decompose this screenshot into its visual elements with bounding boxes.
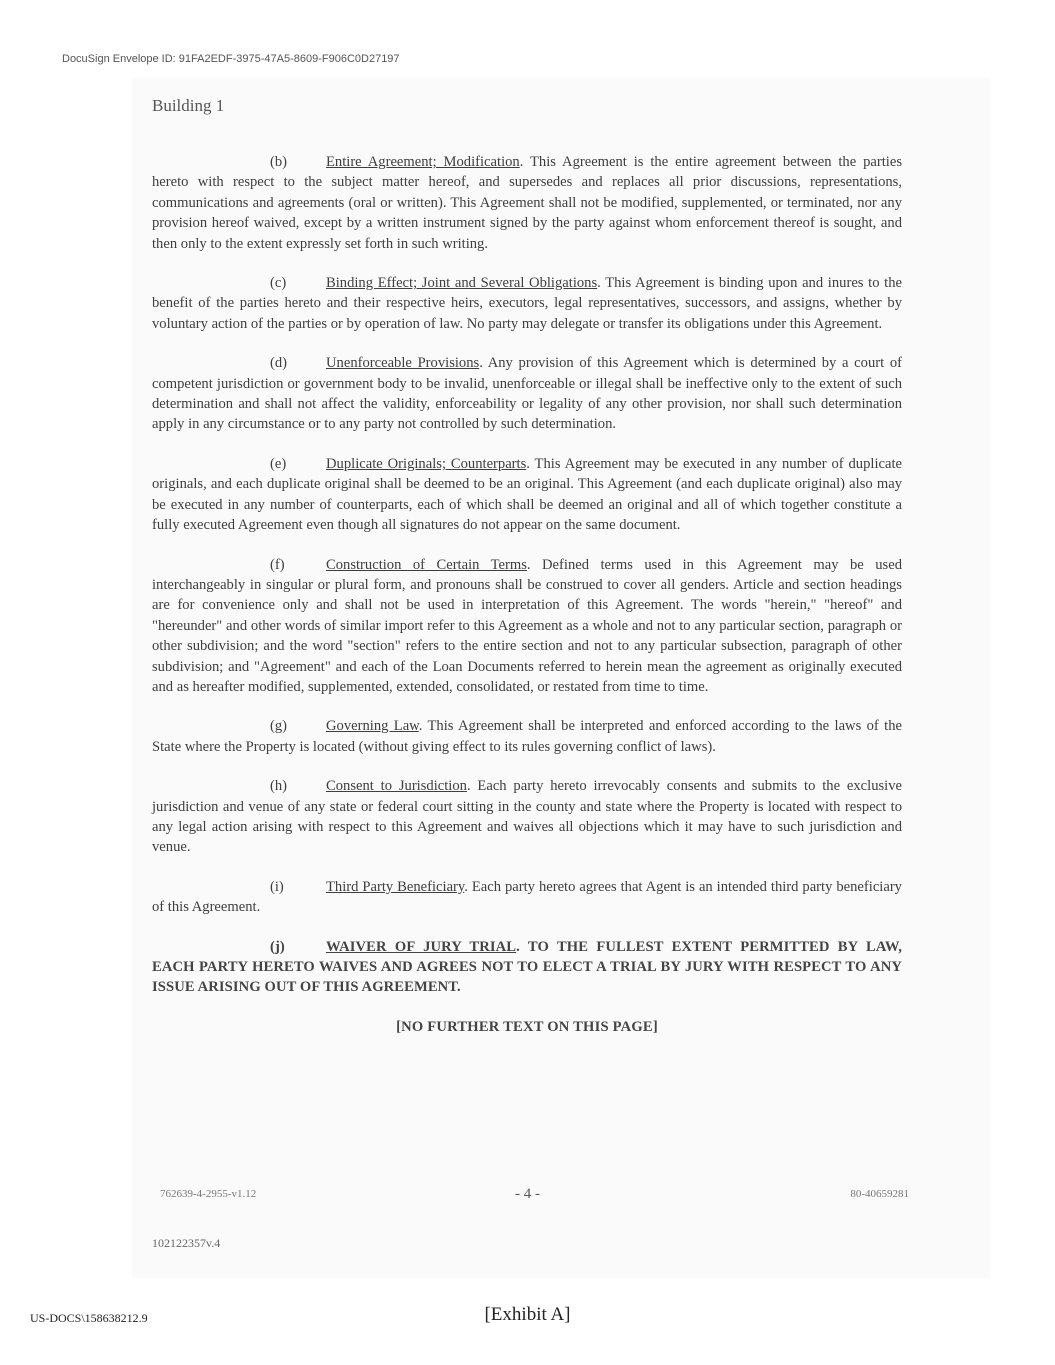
section-text: . This Agreement is binding upon and inures to the benefit of the parties hereto and their respective heirs, executors, legal representatives, successors, and assigns, whether by voluntary action of the parties or by operation of law. No party may delegate or transfer its obligations under this Agreement. bbox=[152, 275, 902, 332]
section-number: (b) bbox=[270, 154, 288, 170]
footer-doc-number-secondary: 102122357v.4 bbox=[152, 1236, 221, 1250]
section-heading: Duplicate Originals; Counterparts bbox=[326, 455, 527, 472]
section-number: (i) bbox=[270, 878, 284, 895]
section-text: . Any provision of this Agreement which is determined by a court of competent jurisdiction or government body to be invalid, unenforceable or illegal shall be ineffective only to the extent of such determination and shall not affect the validity, enforceability or legality of any other provision, nor shall such determination apply in any circumstance or to any party not controlled by such determination. bbox=[152, 355, 902, 433]
us-docs-reference: US-DOCS\158638212.9 bbox=[30, 1311, 148, 1325]
section-h bbox=[152, 776, 902, 858]
footer-doc-number-left: 762639-4-2955-v1.12 bbox=[160, 1188, 257, 1200]
section-number: (h) bbox=[270, 778, 288, 795]
section-number: (f) bbox=[270, 556, 285, 573]
section-heading: Construction of Certain Terms bbox=[326, 556, 527, 573]
section-text: . TO THE FULLEST EXTENT PERMITTED BY LAW, EACH PARTY HERETO WAIVES AND AGREES NOT TO ELECT A TRIAL BY JURY WITH RESPECT TO ANY ISSUE ARISING OUT OF THIS AGREEMENT. bbox=[152, 938, 902, 996]
section-f bbox=[152, 555, 902, 698]
section-heading: Entire Agreement; Modification bbox=[326, 154, 520, 170]
section-j-jury-waiver bbox=[152, 937, 902, 998]
section-text: . This Agreement is the entire agreement between the parties hereto with respect to the subject matter hereof, and supersedes and replaces all prior discussions, representations, communications and agreements (oral or written). This Agreement shall not be modified, supplemented, or terminated, nor any provision hereof waived, except by a written instrument signed by the party against whom enforcement thereof is sought, and then only to the extent expressly set forth in such writing. bbox=[152, 154, 902, 252]
section-heading: WAIVER OF JURY TRIAL bbox=[326, 938, 517, 955]
section-i bbox=[152, 877, 902, 918]
section-text: . Each party hereto agrees that Agent is an intended third party beneficiary of this Agreement. bbox=[152, 878, 902, 916]
section-number: (e) bbox=[270, 455, 287, 472]
section-text: . This Agreement may be executed in any number of duplicate originals, and each duplicate original shall be deemed to be an original. This Agreement (and each duplicate original) also may be executed in any number of counterparts, each of which shall be deemed an original and all of which together constitute a fully executed Agreement even though all signatures do not appear on the same document. bbox=[152, 455, 902, 534]
agreement-body bbox=[152, 152, 902, 1052]
section-g bbox=[152, 716, 902, 757]
section-number: (d) bbox=[270, 355, 288, 372]
section-b bbox=[152, 152, 902, 254]
page-number: - 4 - bbox=[515, 1186, 540, 1202]
section-e bbox=[152, 454, 902, 536]
page-header-building: Building 1 bbox=[152, 96, 225, 115]
section-heading: Third Party Beneficiary bbox=[326, 878, 465, 895]
section-number: (c) bbox=[270, 275, 287, 292]
section-c bbox=[152, 273, 902, 334]
footer-doc-number-right: 80-40659281 bbox=[850, 1188, 909, 1200]
section-number: (g) bbox=[270, 718, 288, 735]
no-further-text-notice: [NO FURTHER TEXT ON THIS PAGE] bbox=[396, 1018, 658, 1035]
section-heading: Governing Law bbox=[326, 718, 419, 735]
section-d bbox=[152, 353, 902, 435]
section-heading: Unenforceable Provisions bbox=[326, 355, 480, 372]
exhibit-label: [Exhibit A] bbox=[484, 1304, 571, 1325]
section-text: . This Agreement shall be interpreted and enforced according to the laws of the State where the Property is located (without giving effect to its rules governing conflict of laws). bbox=[152, 718, 902, 755]
docusign-envelope-id: DocuSign Envelope ID: 91FA2EDF-3975-47A5-8609-F906C0D27197 bbox=[62, 53, 400, 65]
section-heading: Consent to Jurisdiction bbox=[326, 778, 467, 795]
section-number: (j) bbox=[270, 938, 285, 955]
section-heading: Binding Effect; Joint and Several Obligations bbox=[326, 275, 598, 292]
section-text: . Each party hereto irrevocably consents and submits to the exclusive jurisdiction and venue of any state or federal court sitting in the county and state where the Property is located with respect to any legal action arising with respect to this Agreement and waives all objections which it may have to such jurisdiction and venue. bbox=[152, 778, 902, 856]
section-text: . Defined terms used in this Agreement may be used interchangeably in singular or plural form, and pronouns shall be construed to cover all genders. Article and section headings are for convenience only and shall not be used in interpretation of this Agreement. The words "herein," "hereof" and "hereunder" and other words of similar import refer to this Agreement as a whole and not to any particular section, paragraph or other subdivision; and the word "section" refers to the entire section and not to any particular subsection, paragraph of other subdivision; and "Agreement" and each of the Loan Documents referred to herein mean the agreement as originally executed and as hereafter modified, supplemented, extended, consolidated, or restated from time to time. bbox=[152, 556, 902, 695]
